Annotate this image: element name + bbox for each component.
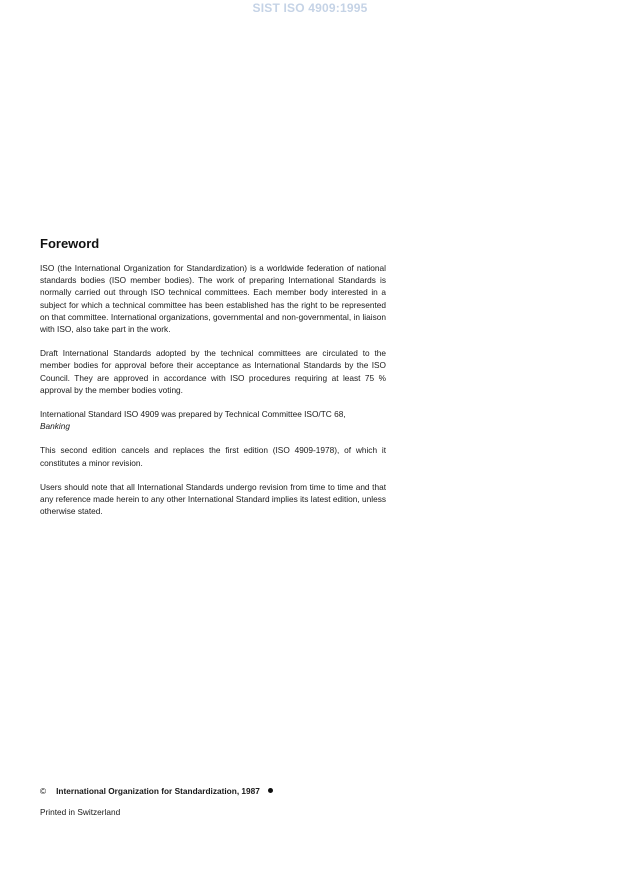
paragraph-iso-intro: ISO (the International Organization for Standardization) is a worldwide federation of national standards bodies (ISO member bodies). The work of preparing International Standards is normally carried out through ISO technical committees. Each member body interested in a subject for which a technical committee has been established has the right to be represented on that committee. International organizations, governmental and non-governmental, in liaison with ISO, also take part in the work.	[40, 263, 386, 335]
paragraph-edition-note: This second edition cancels and replaces the first edition (ISO 4909-1978), of which it constitutes a minor revision.	[40, 445, 386, 468]
paragraph-users-note: Users should note that all International Standards undergo revision from time to time and that any reference made herein to any other International Standard implies its latest edition, unless otherwise stated.	[40, 481, 386, 517]
paragraph-draft-standards: Draft International Standards adopted by the technical committees are circulated to the member bodies for approval before their acceptance as International Standards by the ISO Council. They are approved in accordance with ISO procedures requiring at least 75 % approval by the member bodies voting.	[40, 348, 386, 395]
committee-name: Banking	[40, 421, 70, 432]
prepared-by-text: International Standard ISO 4909 was prepared by Technical Committee ISO/TC 68,	[40, 409, 346, 420]
copyright-line	[40, 786, 273, 796]
watermark: SIST ISO 4909:1995	[252, 1, 368, 15]
copyright-text: International Organization for Standardization, 1987	[56, 786, 260, 796]
bullet-icon	[268, 788, 273, 793]
printed-in: Printed in Switzerland	[40, 807, 121, 817]
copyright-icon: ©	[40, 786, 47, 796]
page-title: Foreword	[40, 236, 100, 251]
foreword-body	[40, 262, 386, 529]
paragraph-prepared-by	[40, 408, 386, 432]
